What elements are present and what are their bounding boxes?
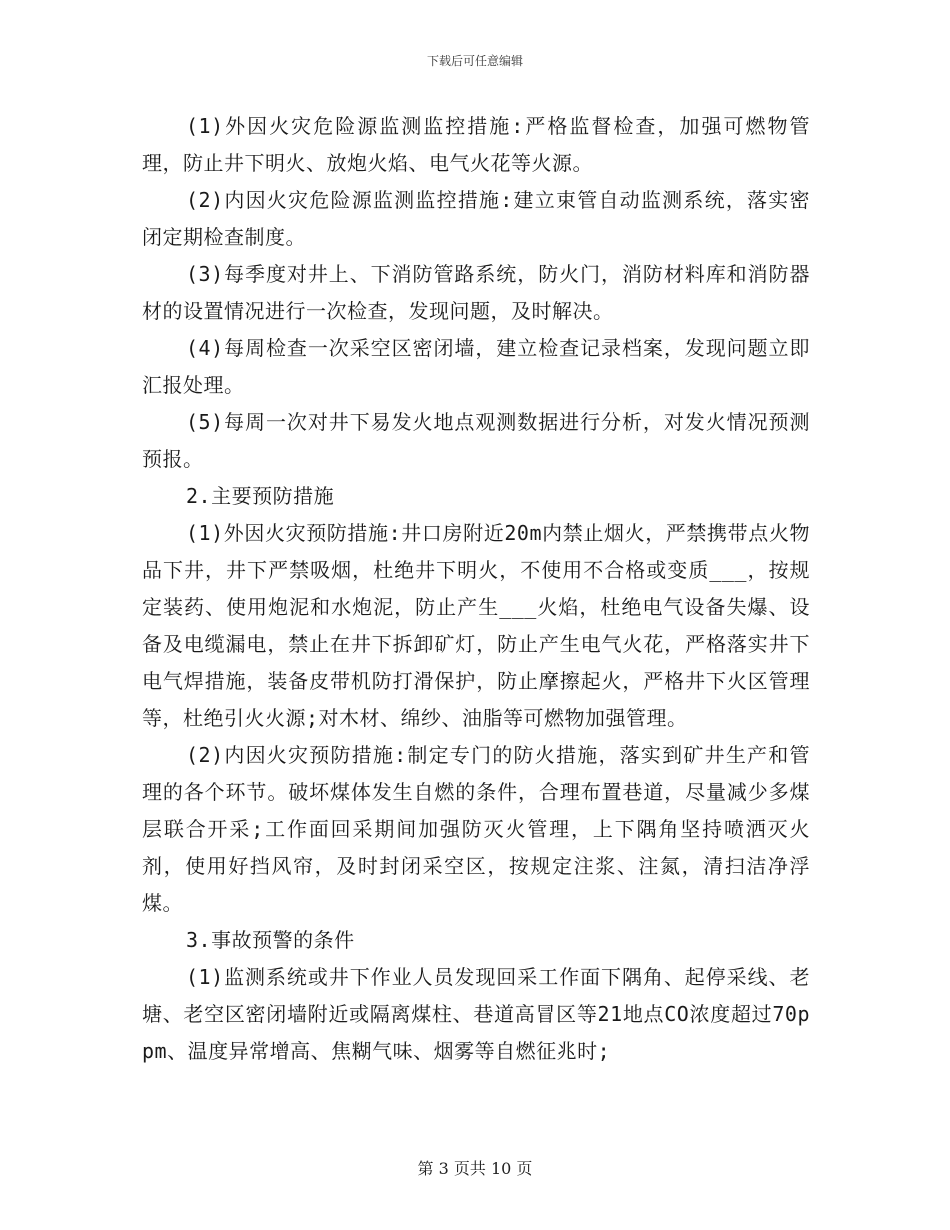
paragraph-prevent-external: (1)外因火灾预防措施:井口房附近20m内禁止烟火，严禁携带点火物品下井，井下严禁吸烟，杜绝井下明火，不使用不合格或变质___，按规定装药、使用炮泥和水炮泥，防止产生___火焰，杜绝电气设备失爆、设备及电缆漏电，禁止在井下拆卸矿灯，防止产生电气火花，严格落实井下电气焊措施，装备皮带机防打滑保护，防止摩擦起火，严格井下火区管理等，杜绝引火火源;对木材、绵纱、油脂等可燃物加强管理。	[142, 521, 810, 730]
document-body	[142, 108, 810, 1070]
section-heading-warning: 3.事故预警的条件	[186, 928, 355, 952]
paragraph-prevent-internal: (2)内因火灾预防措施:制定专门的防火措施，落实到矿井生产和管理的各个环节。破坏煤体发生自燃的条件，合理布置巷道，尽量减少多煤层联合开采;工作面回采期间加强防灭火管理，上下隅角坚持喷洒灭火剂，使用好挡风帘，及时封闭采空区，按规定注浆、注氮，清扫洁净浮煤。	[142, 743, 810, 915]
paragraph-monitor-external: (1)外因火灾危险源监测监控措施:严格监督检查，加强可燃物管理，防止井下明火、放炮火焰、电气火花等火源。	[142, 114, 810, 175]
page-number: 第 3 页共 10 页	[417, 1159, 533, 1178]
paragraph-weekly-analysis: (5)每周一次对井下易发火地点观测数据进行分析，对发火情况预测预报。	[142, 410, 810, 471]
paragraph-weekly-seal-check: (4)每周检查一次采空区密闭墙，建立检查记录档案，发现问题立即汇报处理。	[142, 336, 810, 397]
header-note: 下载后可任意编辑	[426, 54, 523, 68]
section-heading-prevention: 2.主要预防措施	[186, 484, 335, 508]
paragraph-warning-condition: (1)监测系统或井下作业人员发现回采工作面下隅角、起停采线、老塘、老空区密闭墙附近或隔离煤柱、巷道高冒区等21地点CO浓度超过70ppm、温度异常增高、焦糊气味、烟雾等自燃征兆时;	[142, 965, 810, 1063]
paragraph-monitor-internal: (2)内因火灾危险源监测监控措施:建立束管自动监测系统，落实密闭定期检查制度。	[142, 188, 810, 249]
paragraph-quarterly-check: (3)每季度对井上、下消防管路系统，防火门，消防材料库和消防器材的设置情况进行一次检查，发现问题，及时解决。	[142, 262, 810, 323]
